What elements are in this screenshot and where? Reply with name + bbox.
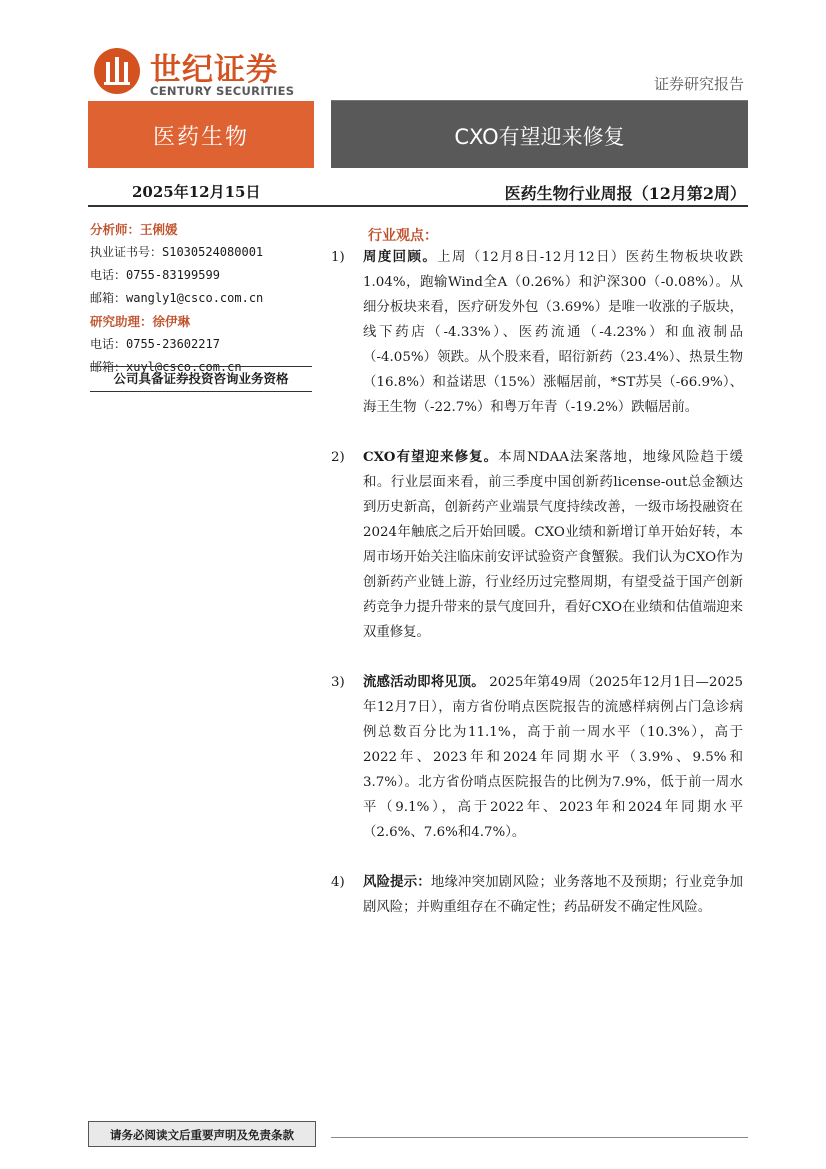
sector-title: 医药生物 [152, 125, 249, 150]
view-item-number: 2) [331, 450, 345, 465]
view-item [331, 670, 743, 845]
logo-english-name: CENTURY SECURITIES [150, 84, 295, 98]
view-item-number: 1) [331, 250, 345, 265]
view-item-heading: CXO有望迎来修复。 [363, 449, 499, 465]
analyst-name: 分析师：王俐媛 [90, 222, 178, 237]
view-item-body: 上周（12月8日-12月12日）医药生物板块收跌1.04%，跑输Wind全A（0.26%）和沪深300（-0.08%）。从细分板块来看，医疗研发外包（3.69%）是唯一收涨的子版块，线下药店（-4.33%）、医药流通（-4.23%）和血液制品（-4.05%）领跌。从个股来看，昭衍新药（23.4%）、热景生物（16.8%）和益诺思（15%）涨幅居前，*ST苏吴（-66.9%）、海王生物（-22.7%）和粤万年青（-19.2%）跌幅居前。 [363, 250, 743, 415]
view-item-heading: 周度回顾。 [363, 249, 438, 265]
assistant-name: 研究助理：徐伊琳 [90, 314, 191, 329]
report-name: 医药生物行业周报（12月第2周） [504, 184, 746, 203]
title-divider [88, 205, 748, 207]
report-type-label: 证券研究报告 [653, 75, 744, 93]
view-item [331, 245, 743, 420]
view-item-number: 3) [331, 675, 345, 690]
analyst-cert: 执业证书号：S1030524080001 [90, 245, 264, 259]
assistant-phone: 电话：0755-23602217 [90, 337, 220, 351]
report-date: 2025年12月15日 [132, 183, 261, 201]
logo-emblem-icon [94, 48, 140, 94]
assistant-email: 邮箱：xuyl@csco.com.cn [90, 360, 242, 374]
company-logo [94, 44, 314, 100]
logo-chinese-name: 世纪证券 [150, 52, 278, 88]
view-item-body: 2025年第49周（2025年12月1日—2025年12月7日），南方省份哨点医院报告的流感样病例占门急诊病例总数百分比为11.1%，高于前一周水平（10.3%），高于2022年、2023年和2024年同期水平（3.9%、9.5%和3.7%）。北方省份哨点医院报告的比例为7.9%，低于前一周水平（9.1%），高于2022年、2023年和2024年同期水平（2.6%、7.6%和4.7%）。 [363, 675, 744, 840]
footer-divider [331, 1137, 748, 1138]
view-item-number: 4) [331, 875, 345, 890]
sector-banner [88, 101, 314, 168]
view-item-heading: 流感活动即将见顶。 [363, 674, 485, 690]
analyst-email: 邮箱：wangly1@csco.com.cn [90, 291, 264, 305]
views-title: 行业观点： [368, 228, 438, 244]
report-headline: CXO有望迎来修复 [454, 125, 625, 149]
analyst-phone: 电话：0755-83199599 [90, 268, 220, 282]
view-item-body: 本周NDAA法案落地，地缘风险趋于缓和。行业层面来看，前三季度中国创新药license-out总金额达到历史新高，创新药产业端景气度持续改善，一级市场投融资在2024年触底之后开始回暖。CXO业绩和新增订单开始好转，本周市场开始关注临床前安评试验资产食蟹猴。我们认为CXO作为创新药产业链上游，行业经历过完整周期，有望受益于国产创新药竞争力提升带来的景气度回升，看好CXO在业绩和估值端迎来双重修复。 [363, 450, 743, 640]
view-item [331, 445, 743, 645]
headline-banner [331, 101, 748, 168]
qualification-notice: 公司具备证券投资咨询业务资格 [90, 366, 312, 392]
disclaimer-notice: 请务必阅读文后重要声明及免责条款 [88, 1121, 316, 1147]
view-item-heading: 风险提示： [363, 874, 431, 890]
analyst-info [90, 218, 312, 379]
view-item [331, 870, 743, 920]
view-item-body: 地缘冲突加剧风险；业务落地不及预期；行业竞争加剧风险；并购重组存在不确定性；药品研发不确定性风险。 [363, 875, 743, 915]
